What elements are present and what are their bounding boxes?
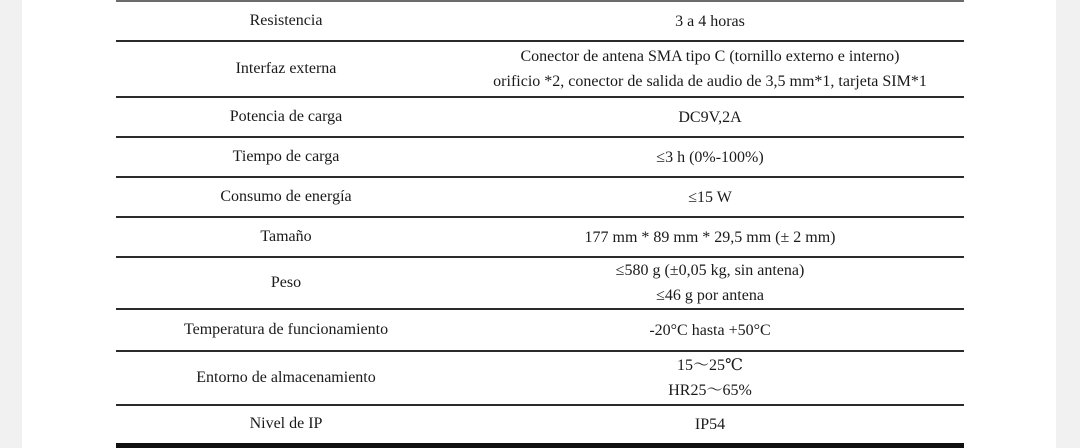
table-row [116, 1, 964, 41]
row-value [456, 137, 964, 177]
row-label: Entorno de almacenamiento [196, 369, 376, 386]
value-line: HR25～65% [668, 382, 752, 399]
row-value [456, 309, 964, 351]
spec-table [116, 0, 964, 448]
row-value [456, 1, 964, 41]
row-label: Nivel de IP [249, 415, 323, 433]
value-line: ≤3 h (0%-100%) [656, 148, 764, 166]
value-line: ≤15 W [688, 188, 732, 206]
row-value [456, 177, 964, 217]
row-label: Interfaz externa [235, 60, 337, 77]
row-label: Consumo de energía [220, 188, 352, 205]
row-label: Potencia de carga [229, 108, 343, 125]
value-line: DC9V,2A [678, 108, 742, 126]
table-row [116, 309, 964, 351]
table-row [116, 217, 964, 257]
value-line: 177 mm * 89 mm * 29,5 mm (± 2 mm) [584, 228, 836, 246]
row-label: Tamaño [260, 228, 312, 245]
value-line: ≤46 g por antena [656, 287, 764, 304]
row-label: Peso [270, 274, 302, 291]
row-value [456, 405, 964, 445]
value-line: 3 a 4 horas [675, 12, 745, 30]
table-row [116, 351, 964, 405]
value-line: orificio *2, conector de salida de audio de 3,5 mm*1, tarjeta SIM*1 [493, 73, 927, 90]
table-row [116, 257, 964, 309]
table-row [116, 405, 964, 445]
value-line: IP54 [694, 415, 726, 433]
value-line: Conector de antena SMA tipo C (tornillo externo e interno) [520, 48, 900, 65]
table-row [116, 137, 964, 177]
value-line: -20°C hasta +50°C [649, 321, 771, 339]
row-value [456, 257, 964, 309]
table-row [116, 41, 964, 97]
row-value [456, 41, 964, 97]
row-value [456, 97, 964, 137]
table-row [116, 97, 964, 137]
value-line: ≤580 g (±0,05 kg, sin antena) [615, 262, 805, 279]
row-value [456, 351, 964, 405]
row-label: Resistencia [249, 12, 323, 29]
table-row [116, 177, 964, 217]
row-label: Temperatura de funcionamiento [183, 321, 389, 338]
row-label: Tiempo de carga [232, 148, 340, 165]
row-value [456, 217, 964, 257]
value-line: 15～25℃ [677, 357, 743, 374]
